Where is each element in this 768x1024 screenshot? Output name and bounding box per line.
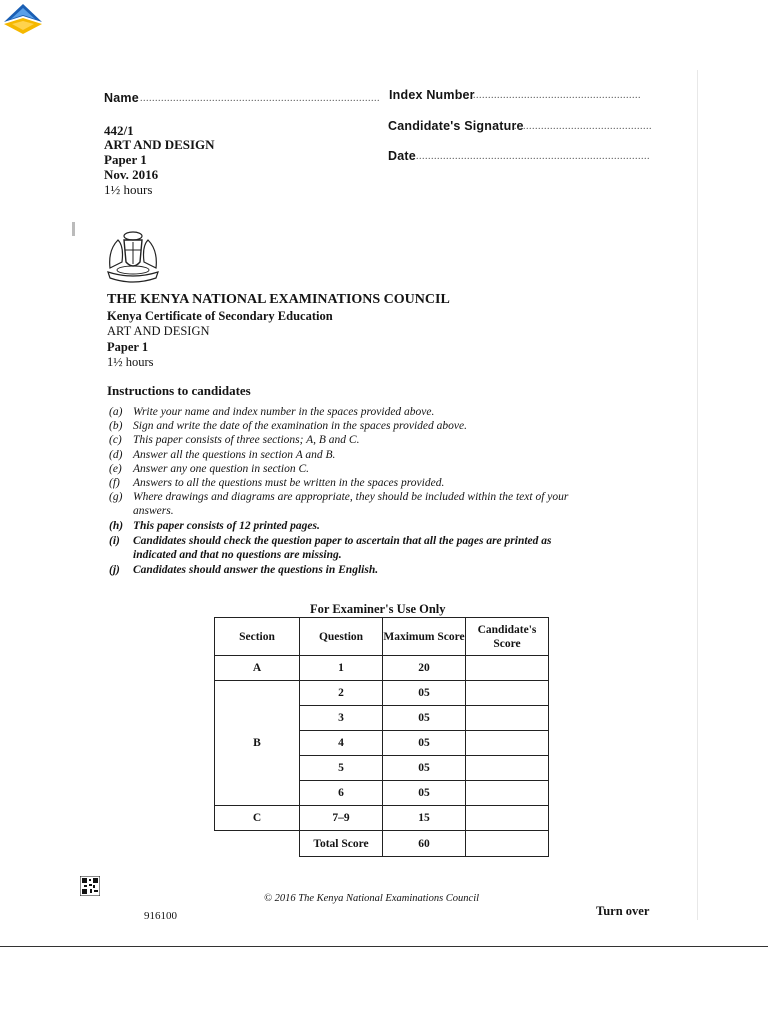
coat-of-arms-icon [104,228,162,286]
question-cell: 4 [300,731,383,756]
question-cell: 1 [300,656,383,681]
paper-date: Nov. 2016 [104,167,159,182]
question-cell: 3 [300,706,383,731]
paper-serial-code: 916100 [144,910,177,922]
instruction-item: (i) Candidates should check the question paper to ascertain that all the pages are printed as [109,535,552,547]
instruction-item: indicated and that no questions are missing. [133,549,342,561]
qr-code-icon [80,876,100,896]
header-maximum-score: Maximum Score [383,618,466,656]
copyright-text: © 2016 The Kenya National Examinations Council [264,893,480,904]
table-row [215,656,549,681]
instruction-item: (b) Sign and write the date of the examination in the spaces provided above. [109,420,467,432]
section-cell: B [215,681,300,806]
candidate-score-cell [466,756,549,781]
paper-duration: 1½ hours [104,182,153,197]
header-section: Section [215,618,300,656]
instruction-item: (c) This paper consists of three sections; A, B and C. [109,434,360,446]
question-cell: 5 [300,756,383,781]
question-cell: 6 [300,781,383,806]
candidate-score-cell [466,781,549,806]
empty-cell [215,831,300,857]
question-cell: 7–9 [300,806,383,831]
council-subject: ART AND DESIGN [107,324,210,338]
instruction-item: (e) Answer any one question in section C. [109,463,309,475]
index-number-label: Index Number [389,88,475,102]
section-cell: A [215,656,300,681]
date-label: Date [388,149,416,163]
bottom-divider [0,946,768,947]
paper-number: Paper 1 [104,152,147,167]
candidate-score-cell [466,731,549,756]
council-paper: Paper 1 [107,340,149,354]
max-score-cell: 20 [383,656,466,681]
score-table-title: For Examiner's Use Only [310,602,446,616]
index-number-dots: ........................................................ [473,90,641,101]
table-row [215,806,549,831]
candidate-score-cell [466,806,549,831]
council-duration: 1½ hours [107,355,154,369]
instruction-item: (j) Candidates should answer the questions in English. [109,564,379,576]
signature-label: Candidate's Signature [388,119,524,133]
max-score-cell: 05 [383,756,466,781]
paper-subject: ART AND DESIGN [104,137,215,152]
max-score-cell: 05 [383,731,466,756]
margin-mark [72,222,75,236]
council-name: THE KENYA NATIONAL EXAMINATIONS COUNCIL [107,292,450,307]
certificate-title: Kenya Certificate of Secondary Education [107,309,333,323]
instruction-item: (d) Answer all the questions in section A and B. [109,449,336,461]
date-dots: .............................................................................. [416,151,650,162]
candidate-score-cell [466,681,549,706]
header-candidates-score: Candidate's Score [466,618,549,656]
instruction-item: (g) Where drawings and diagrams are appropriate, they should be included within the text of your [109,491,569,503]
signature-dots: .............................................. [514,121,652,132]
max-score-cell: 05 [383,706,466,731]
instruction-item: answers. [133,505,174,517]
question-cell: 2 [300,681,383,706]
instruction-item: (f) Answers to all the questions must be written in the spaces provided. [109,477,445,489]
table-row [215,681,549,706]
name-dots: ................................................................................ [140,93,380,104]
name-label: Name [104,91,139,105]
turn-over-text: Turn over [596,904,650,918]
score-table [214,617,549,857]
site-logo-icon[interactable] [2,2,44,36]
instruction-item: (h) This paper consists of 12 printed pages. [109,520,320,532]
section-cell: C [215,806,300,831]
total-candidate-cell [466,831,549,857]
table-row-total [215,831,549,857]
max-score-cell: 05 [383,681,466,706]
max-score-cell: 05 [383,781,466,806]
candidate-score-cell [466,706,549,731]
total-label-cell: Total Score [300,831,383,857]
instructions-heading: Instructions to candidates [107,383,251,398]
header-question: Question [300,618,383,656]
candidate-score-cell [466,656,549,681]
paper-code: 442/1 [104,123,134,138]
instruction-item: (a) Write your name and index number in the spaces provided above. [109,406,435,418]
total-max-cell: 60 [383,831,466,857]
max-score-cell: 15 [383,806,466,831]
